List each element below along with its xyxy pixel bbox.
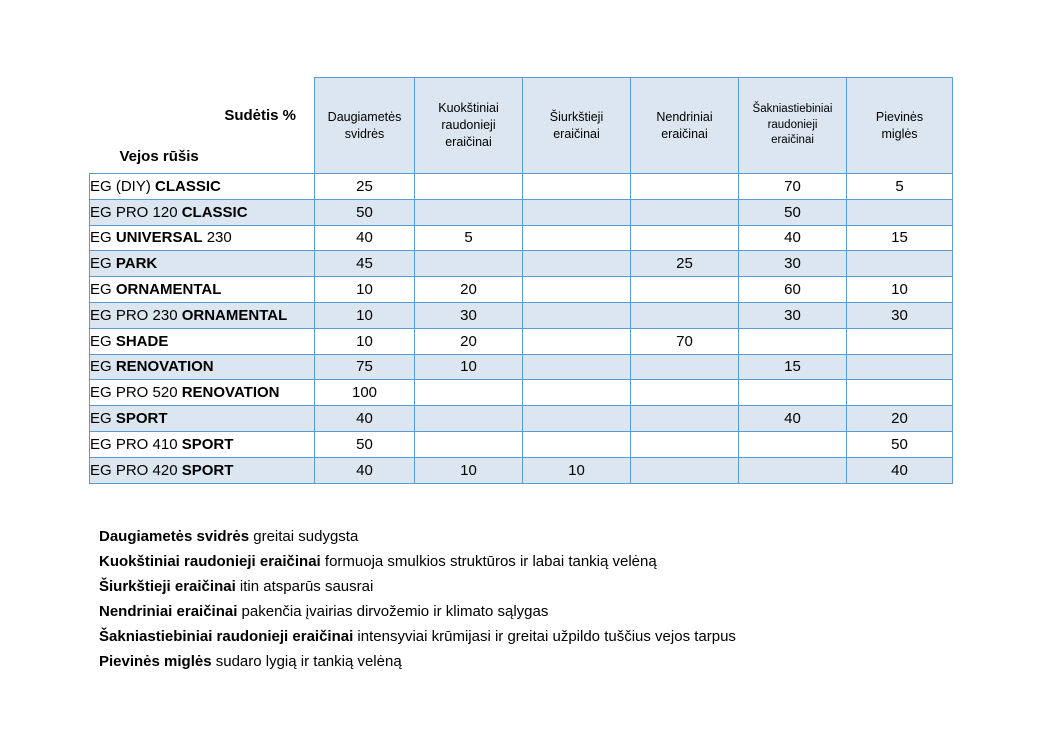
value-cell <box>523 277 631 303</box>
note-line <box>99 527 736 552</box>
column-header <box>631 78 739 174</box>
value-cell: 25 <box>315 174 415 200</box>
product-name-bold: ORNAMENTAL <box>181 306 288 324</box>
product-name-pre: EG PRO 120 <box>90 203 182 221</box>
value-cell: 40 <box>315 225 415 251</box>
note-text: itin atsparūs sausrai <box>235 578 374 595</box>
note-line <box>99 627 736 652</box>
product-name-cell <box>90 174 315 200</box>
product-name-pre: EG PRO 420 <box>90 461 182 479</box>
value-cell: 70 <box>631 328 739 354</box>
column-header <box>739 78 847 174</box>
table-row <box>90 380 953 406</box>
product-name-pre: EG <box>90 255 116 273</box>
product-name-cell <box>90 380 315 406</box>
column-header-label: Daugiametės svidrės <box>327 109 402 141</box>
corner-header <box>90 78 315 174</box>
product-name-pre: EG PRO 230 <box>90 306 182 324</box>
column-header-label: Pievinės miglės <box>875 109 924 141</box>
product-name-cell <box>90 277 315 303</box>
value-cell: 10 <box>415 457 523 483</box>
value-cell: 10 <box>315 328 415 354</box>
table-row <box>90 354 953 380</box>
column-header <box>523 78 631 174</box>
product-name-cell <box>90 302 315 328</box>
value-cell: 5 <box>415 225 523 251</box>
value-cell: 15 <box>847 225 953 251</box>
note-line <box>99 652 736 677</box>
column-header-label: Nendriniai eraičinai <box>656 109 713 141</box>
table-row <box>90 302 953 328</box>
value-cell: 50 <box>739 199 847 225</box>
note-term: Nendriniai eraičinai <box>99 603 238 620</box>
value-cell <box>415 380 523 406</box>
value-cell <box>523 406 631 432</box>
note-text: intensyviai krūmijasi ir greitai užpildo tuščius vejos tarpus <box>353 628 736 645</box>
value-cell: 50 <box>847 431 953 457</box>
note-term: Šakniastiebiniai raudonieji eraičinai <box>99 628 354 645</box>
product-name-bold: RENOVATION <box>181 384 280 402</box>
value-cell <box>739 457 847 483</box>
value-cell: 10 <box>523 457 631 483</box>
value-cell: 40 <box>315 406 415 432</box>
note-term: Daugiametės svidrės <box>99 528 250 545</box>
grass-mix-table <box>89 77 953 484</box>
value-cell: 25 <box>631 251 739 277</box>
value-cell <box>523 174 631 200</box>
product-name-pre: EG <box>90 410 116 428</box>
product-name-pre: EG PRO 520 <box>90 384 182 402</box>
product-name-pre: EG <box>90 332 116 350</box>
value-cell: 10 <box>315 277 415 303</box>
product-name-cell <box>90 354 315 380</box>
table-row <box>90 277 953 303</box>
value-cell <box>847 328 953 354</box>
value-cell <box>631 406 739 432</box>
note-line <box>99 602 736 627</box>
value-cell <box>739 328 847 354</box>
table-row <box>90 406 953 432</box>
product-name-cell <box>90 457 315 483</box>
value-cell <box>631 277 739 303</box>
value-cell: 40 <box>847 457 953 483</box>
column-header-label: Šiurkštieji eraičinai <box>549 109 604 141</box>
value-cell <box>631 199 739 225</box>
column-header-label: Kuokštiniai raudonieji eraičinai <box>438 101 499 149</box>
value-cell <box>847 354 953 380</box>
value-cell <box>415 174 523 200</box>
note-text: sudaro lygią ir tankią velėną <box>211 653 402 670</box>
value-cell: 20 <box>415 277 523 303</box>
value-cell: 15 <box>739 354 847 380</box>
value-cell <box>631 302 739 328</box>
value-cell: 5 <box>847 174 953 200</box>
species-notes <box>99 527 736 677</box>
composition-label: Sudėtis % <box>224 106 296 124</box>
note-term: Pievinės miglės <box>99 653 212 670</box>
product-name-pre: EG <box>90 229 116 247</box>
value-cell <box>415 251 523 277</box>
lawn-kind-label: Vejos rūšis <box>119 147 199 165</box>
value-cell: 40 <box>739 225 847 251</box>
value-cell: 40 <box>739 406 847 432</box>
value-cell <box>523 251 631 277</box>
value-cell: 10 <box>415 354 523 380</box>
column-header <box>315 78 415 174</box>
value-cell <box>847 251 953 277</box>
value-cell <box>523 380 631 406</box>
product-name-cell <box>90 251 315 277</box>
product-name-pre: EG <box>90 358 116 376</box>
product-name-bold: CLASSIC <box>155 177 221 195</box>
product-name-bold: SHADE <box>115 332 169 350</box>
value-cell <box>631 225 739 251</box>
product-name-bold: SPORT <box>181 435 234 453</box>
product-name-pre: EG <box>90 281 116 299</box>
product-name-pre: EG (DIY) <box>90 177 156 195</box>
value-cell: 30 <box>415 302 523 328</box>
value-cell <box>739 380 847 406</box>
table-row <box>90 251 953 277</box>
value-cell: 60 <box>739 277 847 303</box>
table-body <box>90 174 953 484</box>
value-cell <box>523 199 631 225</box>
header-row <box>90 78 953 174</box>
product-name-cell <box>90 431 315 457</box>
note-term: Kuokštiniai raudonieji eraičinai <box>99 553 321 570</box>
value-cell: 20 <box>847 406 953 432</box>
note-line <box>99 552 736 577</box>
value-cell <box>415 431 523 457</box>
note-text: greitai sudygsta <box>249 528 359 545</box>
value-cell: 30 <box>847 302 953 328</box>
value-cell <box>415 199 523 225</box>
note-text: pakenčia įvairias dirvožemio ir klimato sąlygas <box>237 603 549 620</box>
value-cell <box>415 406 523 432</box>
column-header <box>415 78 523 174</box>
note-text: formuoja smulkios struktūros ir labai tankią velėną <box>320 553 657 570</box>
table-row <box>90 199 953 225</box>
value-cell: 40 <box>315 457 415 483</box>
column-header-label: Šakniastiebiniai raudonieji eraičinai <box>752 103 833 147</box>
value-cell: 10 <box>847 277 953 303</box>
value-cell <box>631 431 739 457</box>
value-cell: 70 <box>739 174 847 200</box>
value-cell: 30 <box>739 302 847 328</box>
value-cell: 100 <box>315 380 415 406</box>
note-term: Šiurkštieji eraičinai <box>99 578 236 595</box>
value-cell: 75 <box>315 354 415 380</box>
value-cell <box>631 380 739 406</box>
value-cell <box>523 354 631 380</box>
product-name-bold: PARK <box>115 255 158 273</box>
table-row <box>90 431 953 457</box>
value-cell <box>523 328 631 354</box>
value-cell <box>739 431 847 457</box>
product-name-bold: ORNAMENTAL <box>115 281 222 299</box>
product-name-cell <box>90 406 315 432</box>
product-name-pre: EG PRO 410 <box>90 435 182 453</box>
product-name-post: 230 <box>202 229 232 247</box>
note-line <box>99 577 736 602</box>
table-row <box>90 174 953 200</box>
value-cell: 50 <box>315 199 415 225</box>
product-name-bold: RENOVATION <box>115 358 214 376</box>
value-cell <box>847 199 953 225</box>
product-name-bold: SPORT <box>181 461 234 479</box>
value-cell: 30 <box>739 251 847 277</box>
column-header <box>847 78 953 174</box>
product-name-bold: SPORT <box>115 410 168 428</box>
value-cell <box>631 457 739 483</box>
table-row <box>90 225 953 251</box>
value-cell <box>847 380 953 406</box>
value-cell <box>631 354 739 380</box>
value-cell: 20 <box>415 328 523 354</box>
product-name-cell <box>90 199 315 225</box>
value-cell <box>523 431 631 457</box>
value-cell <box>523 302 631 328</box>
value-cell <box>631 174 739 200</box>
table-row <box>90 328 953 354</box>
product-name-cell <box>90 225 315 251</box>
value-cell: 45 <box>315 251 415 277</box>
product-name-cell <box>90 328 315 354</box>
product-name-bold: CLASSIC <box>181 203 248 221</box>
table-row <box>90 457 953 483</box>
value-cell: 10 <box>315 302 415 328</box>
value-cell <box>523 225 631 251</box>
product-name-bold: UNIVERSAL <box>115 229 203 247</box>
value-cell: 50 <box>315 431 415 457</box>
